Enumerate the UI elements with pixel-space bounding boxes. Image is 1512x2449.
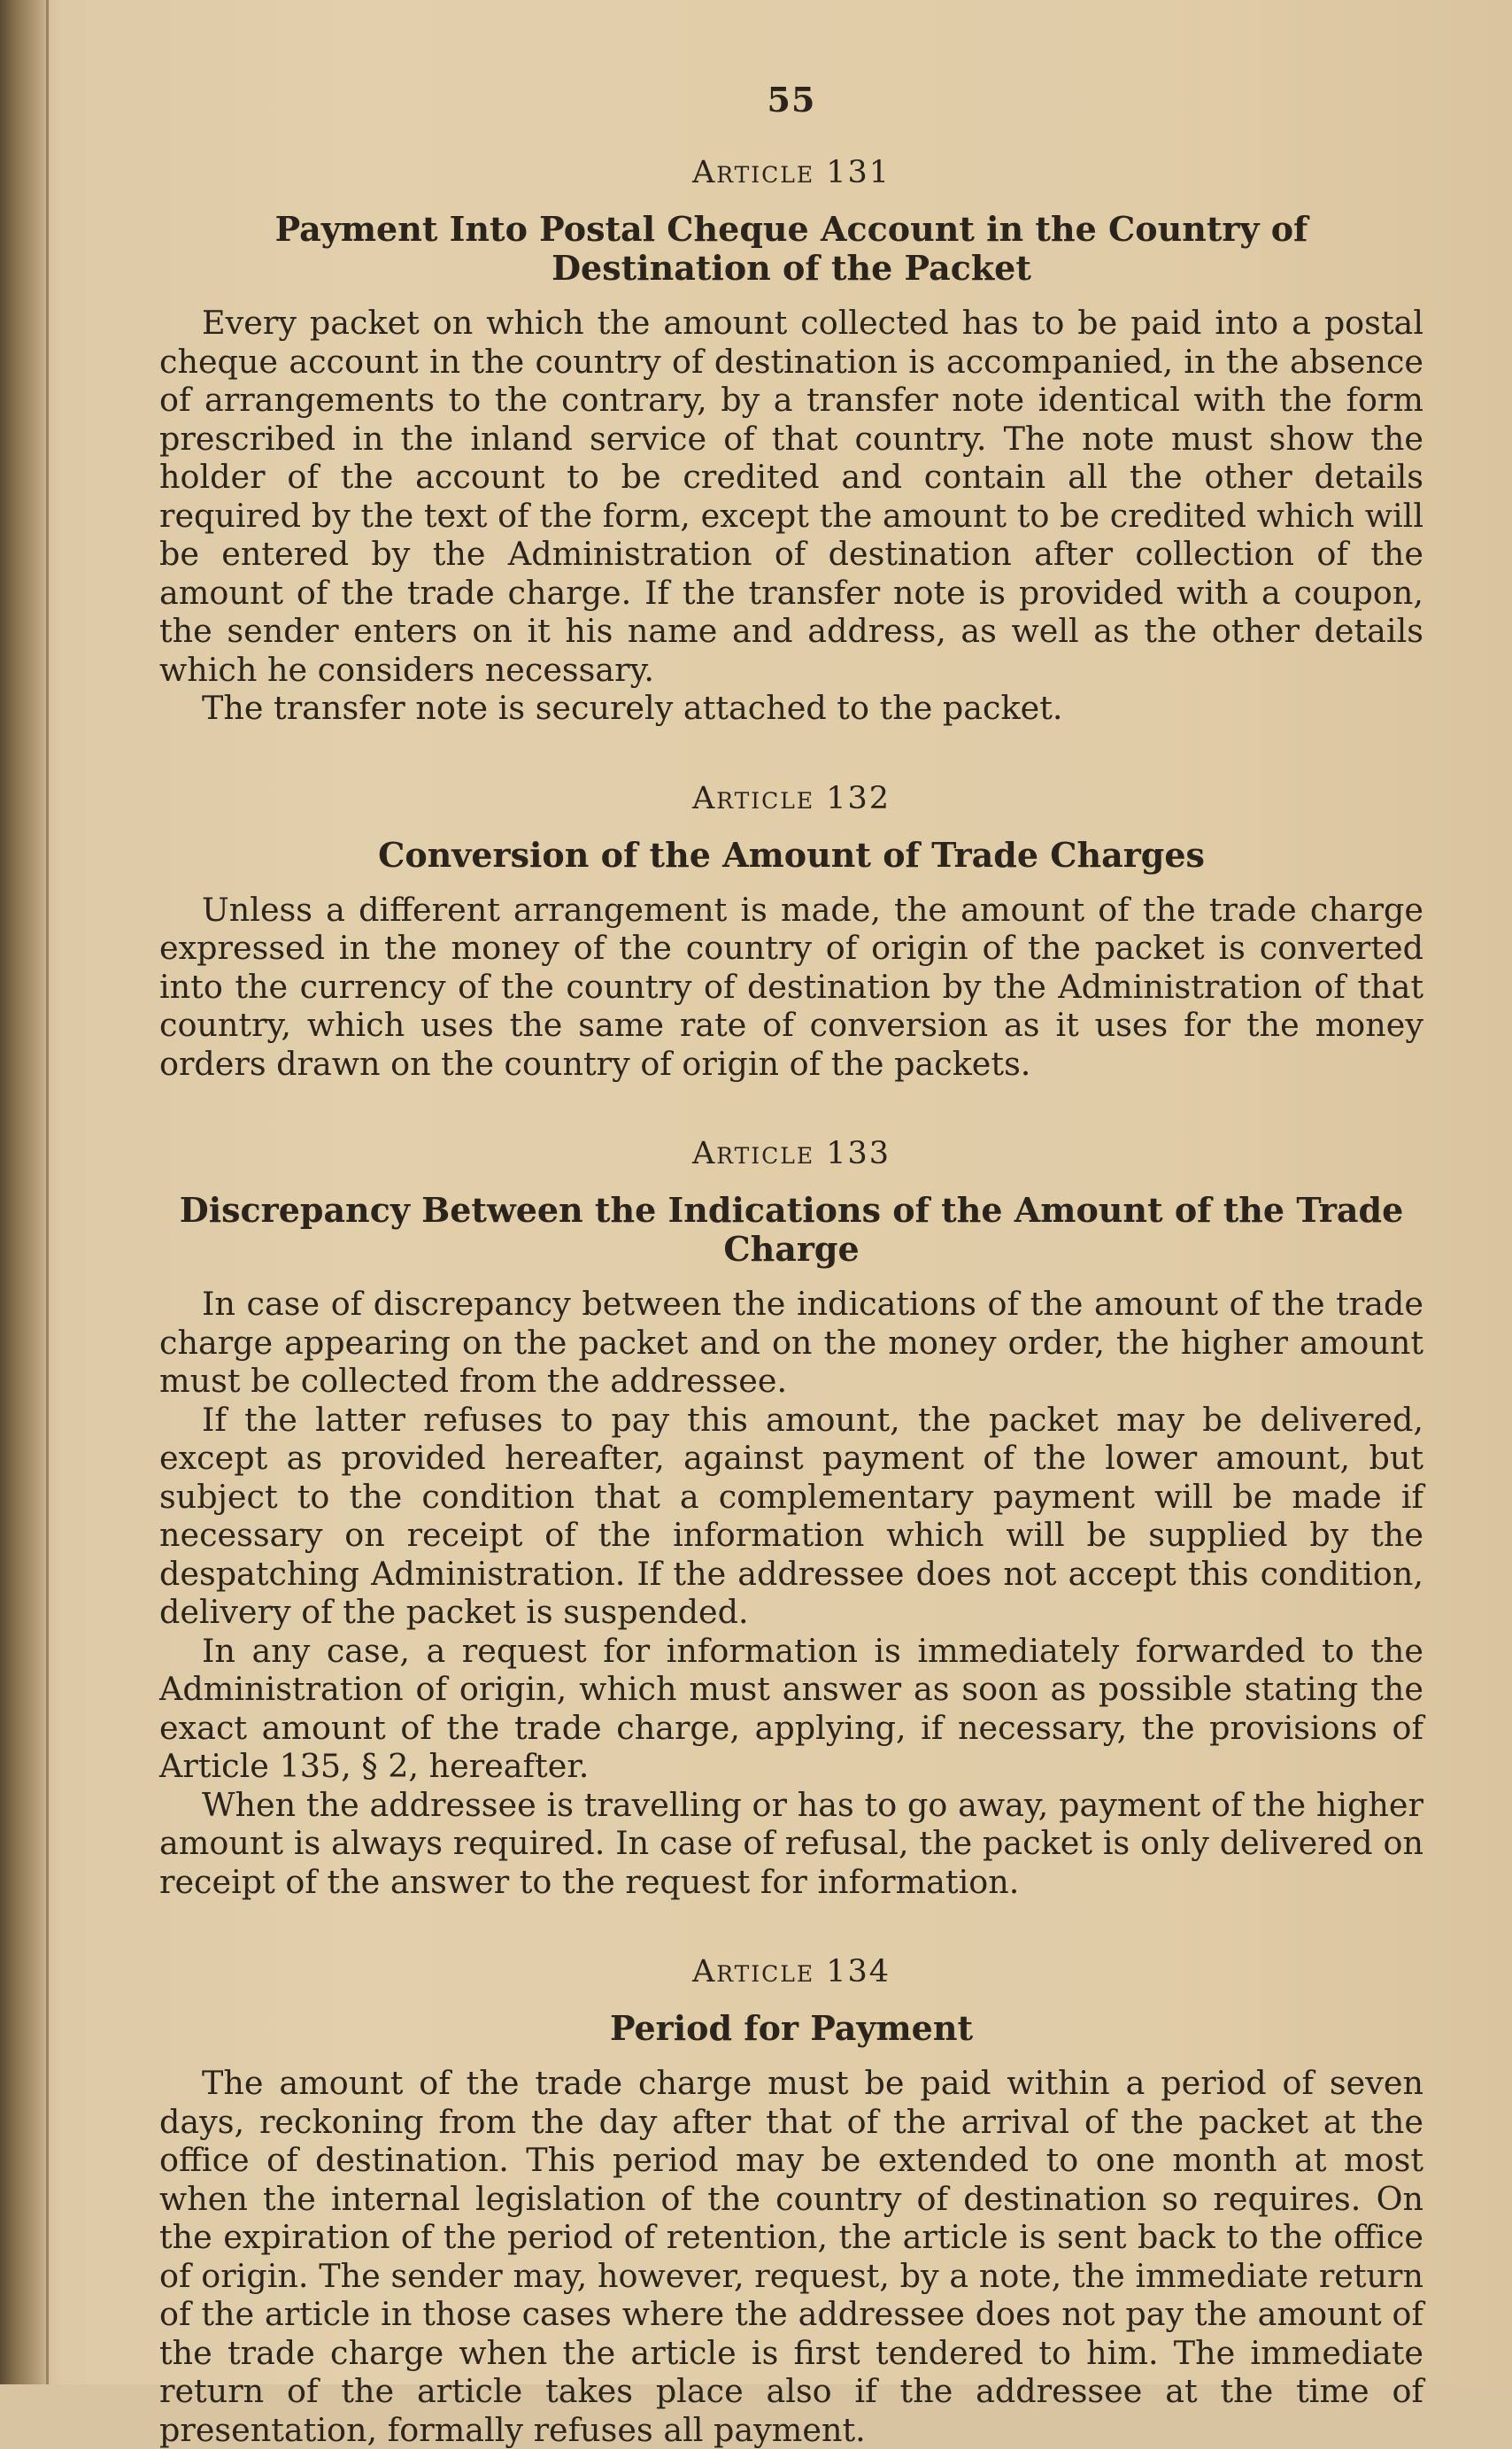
article-131 [159,155,1423,728]
book-spine-shadow [0,0,51,2384]
article-paragraph: In case of discrepancy between the indications of the amount of the trade charge appearing on the packet and on the money order, the higher amount must be collected from the addressee. [159,1285,1423,1400]
article-number: Article 132 [691,780,891,816]
article-title: Discrepancy Between the Indications of the Amount of the Trade Charge [179,1190,1404,1269]
article-133 [159,1136,1423,1901]
article-paragraph: In any case, a request for information is immediately forwarded to the Administration of origin, which must answer as soon as possible stating the exact amount of the trade charge, applying, if necessary, the provisions of Article 135, § 2, hereafter. [159,1631,1423,1785]
article-paragraph: The transfer note is securely attached to the packet. [202,689,1063,727]
binding-edge [46,0,49,2384]
page-number: 55 [767,80,816,120]
article-134 [159,1954,1423,2449]
article-title: Conversion of the Amount of Trade Charges [378,834,1205,875]
article-paragraph: When the addressee is travelling or has to go away, payment of the higher amount is always required. In case of refusal, the packet is only delivered on receipt of the answer to the request for information. [159,1785,1423,1901]
article-paragraph: If the latter refuses to pay this amount, the packet may be delivered, except as provided hereafter, against payment of the lower amount, but subject to the condition that a complementary payment will be made if necessary on receipt of the information which will be supplied by the despatching Administration. If the addressee does not accept this condition, delivery of the packet is suspended. [159,1400,1423,1631]
article-title: Payment Into Postal Cheque Account in the Country of Destination of the Packet [274,209,1308,288]
article-number: Article 134 [691,1954,891,1989]
article-number: Article 131 [691,155,891,190]
article-title: Period for Payment [609,2008,974,2048]
page-content [159,80,1423,2449]
article-number: Article 133 [691,1136,891,1171]
article-paragraph: The amount of the trade charge must be paid within a period of seven days, reckoning from the day after that of the arrival of the packet at the office of destination. This period may be extended to one month at most when the internal legislation of the country of destination so requires. On the expiration of the period of retention, the article is sent back to the office of origin. The sender may, however, request, by a note, the immediate return of the article in those cases where the addressee does not pay the amount of the trade charge when the article is first tendered to him. The immediate return of the article takes place also if the addressee at the time of presentation, formally refuses all payment. [159,2064,1423,2449]
article-132 [159,781,1423,1084]
article-paragraph: Unless a different arrangement is made, the amount of the trade charge expressed in the money of the country of origin of the packet is converted into the currency of the country of destination by the Administration of that country, which uses the same rate of conversion as it uses for the money orders drawn on the country of origin of the packets. [159,890,1423,1083]
article-paragraph: Every packet on which the amount collected has to be paid into a postal cheque account in the country of destination is accompanied, in the absence of arrangements to the contrary, by a transfer note identical with the form prescribed in the inland service of that country. The note must show the holder of the account to be credited and contain all the other details required by the text of the form, except the amount to be credited which will be entered by the Administration of destination after collection of the amount of the trade charge. If the transfer note is provided with a coupon, the sender enters on it his name and address, as well as the other details which he considers necessary. [159,304,1423,689]
